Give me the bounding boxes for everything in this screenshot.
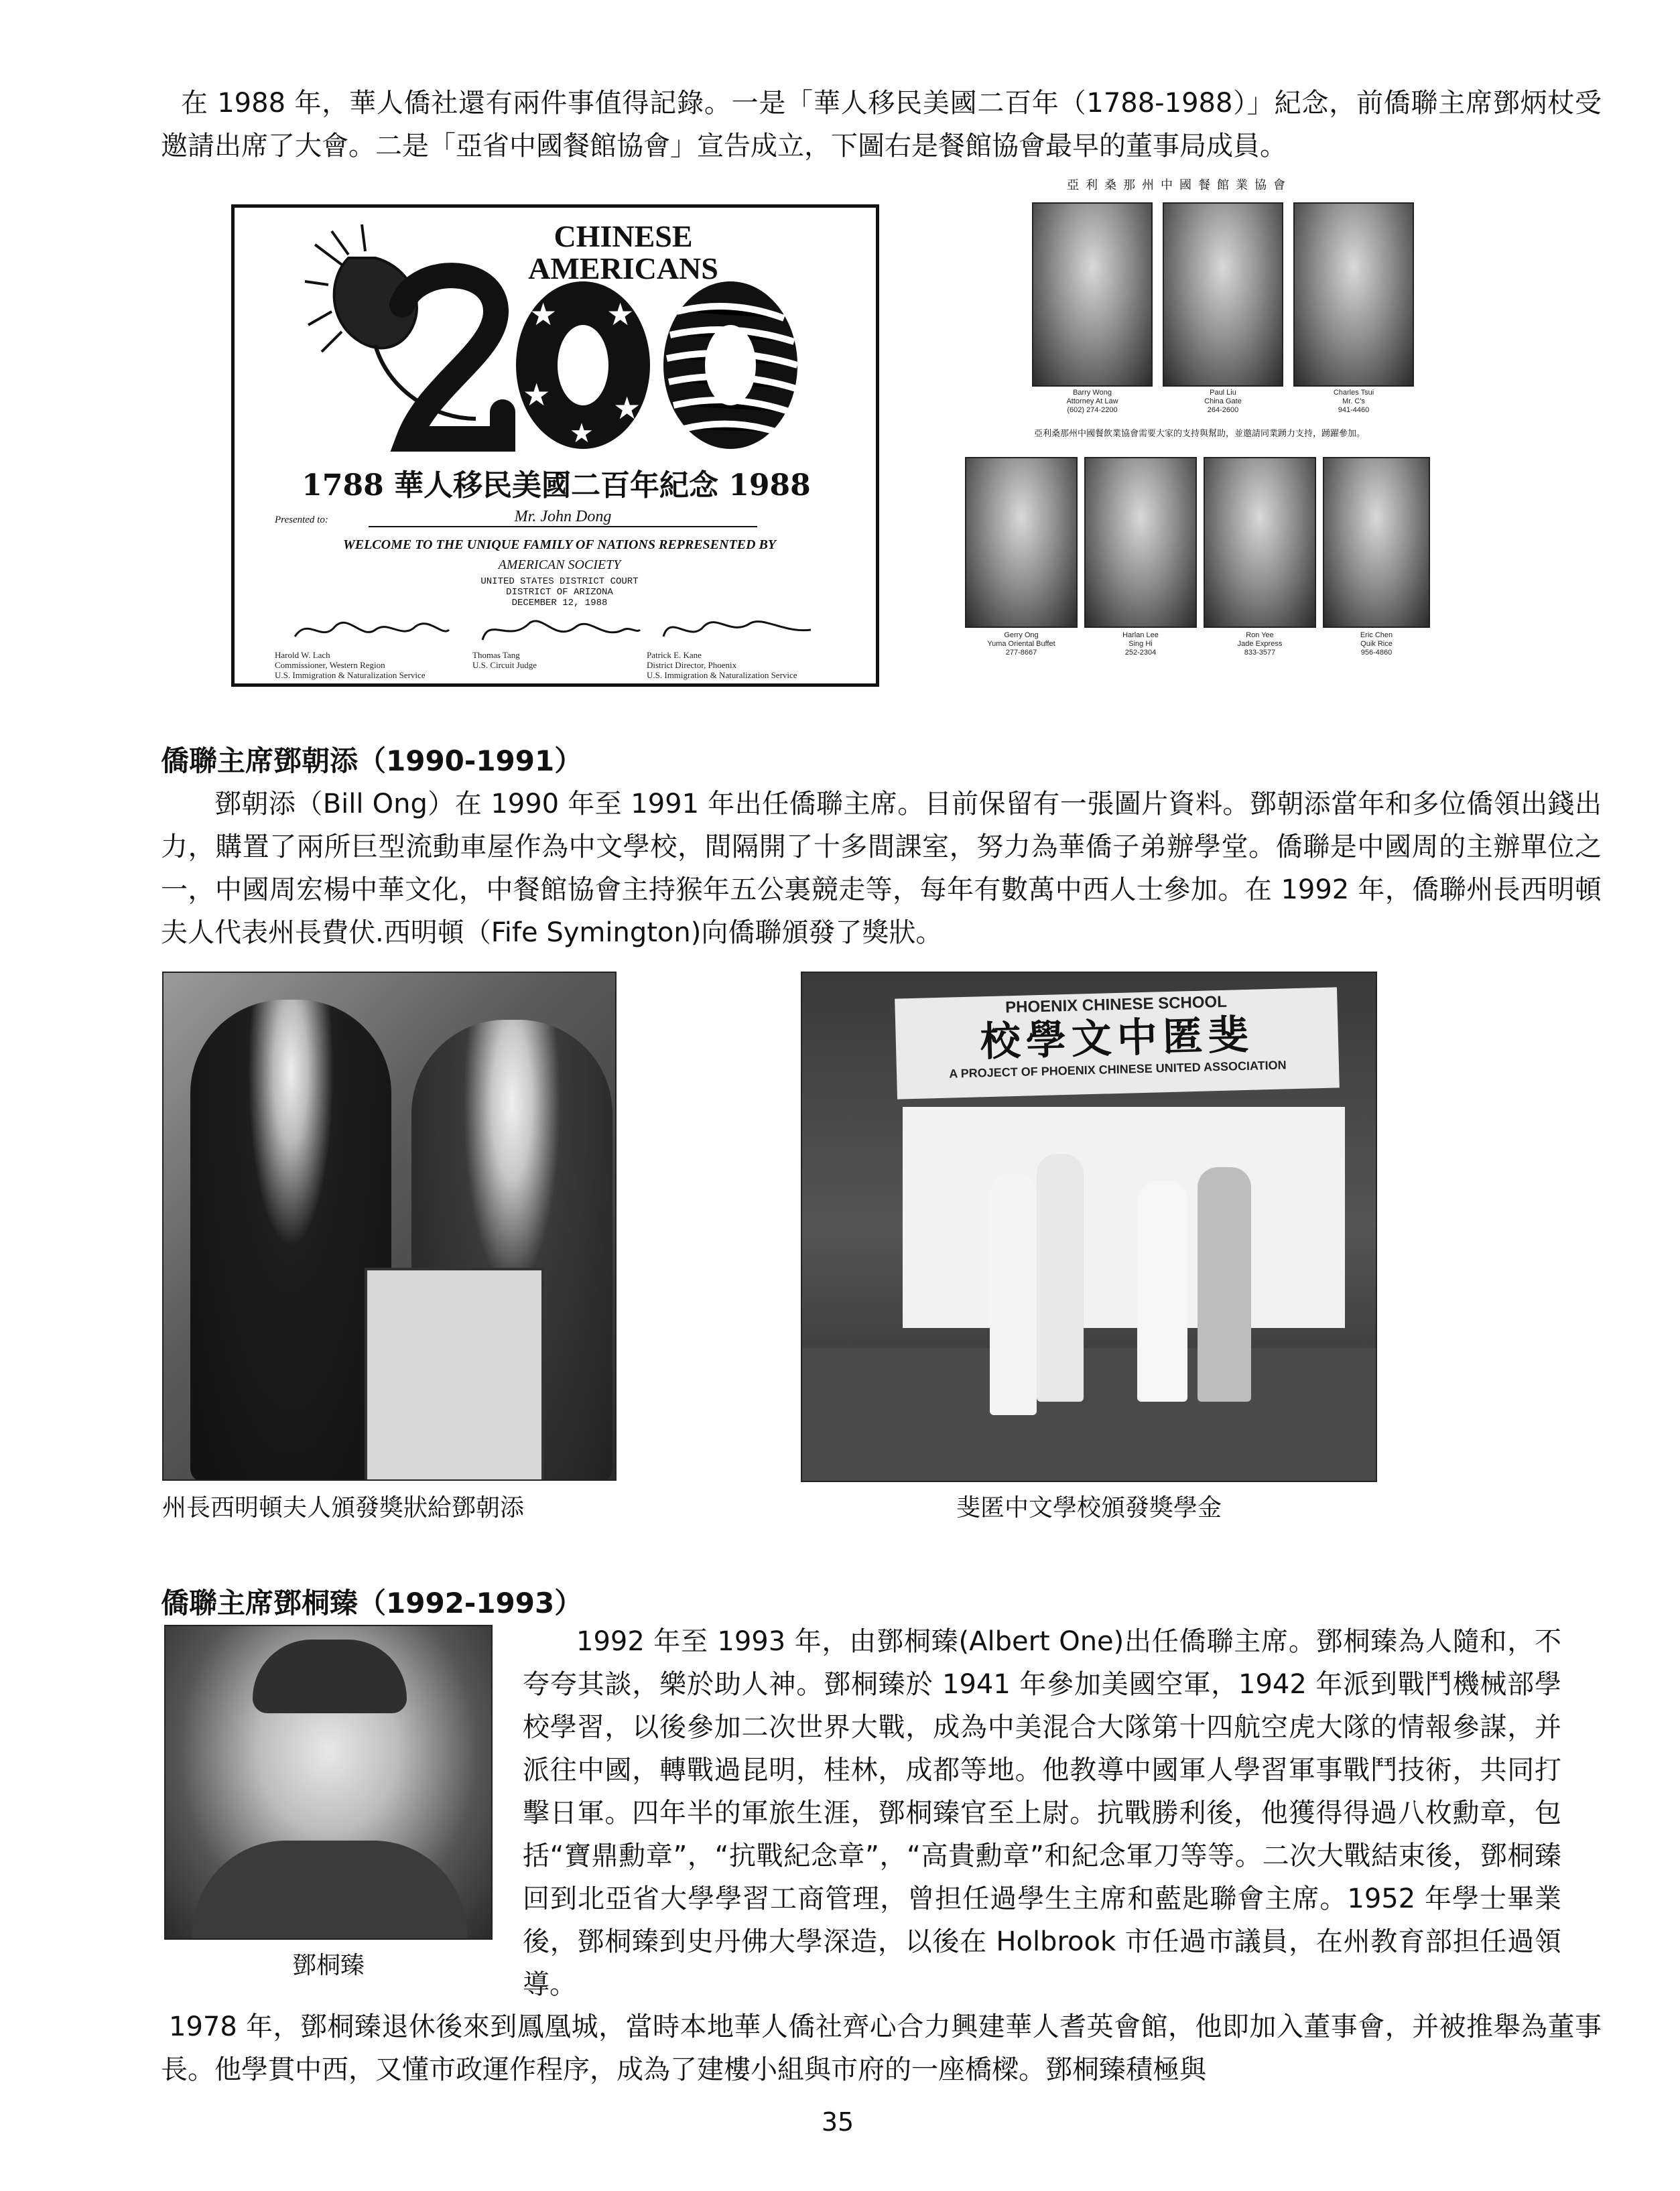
portrait-photo [965, 457, 1078, 628]
svg-text:★: ★ [529, 296, 558, 332]
presented-to-label: Presented to: [275, 515, 328, 525]
svg-text:★: ★ [613, 390, 641, 426]
signer-name: Patrick E. Kane [647, 650, 702, 660]
signer-1 [275, 650, 449, 680]
officer-uniform [192, 1841, 467, 1940]
svg-text:★: ★ [523, 377, 551, 413]
portrait-photo [1323, 457, 1430, 628]
signer-2 [472, 650, 620, 670]
board-member-caption [1084, 631, 1197, 657]
woman-figure [190, 1000, 391, 1481]
section2-paragraph-continued: 1978 年，鄧桐臻退休後來到鳳凰城，當時本地華人僑社齊心合力興建華人耆英會館，他即加入董事會，并被推舉為董事長。他學貫中西，又懂市政運作程序，成為了建樓小組與市府的一座橋樑。鄧桐臻積極與 [161, 2011, 1602, 2085]
section-heading-albert-one: 僑聯主席鄧桐臻（1992-1993） [161, 1587, 583, 1619]
member-phone: 956-4860 [1360, 649, 1393, 657]
cert-title-line2: AMERICANS [528, 251, 718, 285]
officer-cap [253, 1640, 407, 1713]
person-figure [990, 1174, 1037, 1415]
portrait-caption: 鄧桐臻 [292, 1952, 365, 1979]
page-number: 35 [821, 2107, 854, 2137]
person-figure [1137, 1181, 1187, 1402]
signatures-graphic [288, 610, 824, 650]
board-member-caption [965, 631, 1078, 657]
cert-society: AMERICAN SOCIETY [498, 557, 621, 572]
board-note: 亞利桑那州中國餐飲業協會需要大家的支持與幫助，並邀請同業踴力支持，踴躍參加。 [1033, 429, 1365, 439]
bicentennial-certificate [231, 204, 879, 687]
signer-3 [647, 650, 848, 680]
board-member-caption [1323, 631, 1430, 657]
board-member-caption [1032, 389, 1153, 415]
cert-subtitle: 1788 華人移民美國二百年紀念 1988 [302, 468, 811, 503]
signer-org: U.S. Immigration & Naturalization Service [275, 670, 426, 680]
member-name: Paul Liu [1210, 389, 1236, 397]
photo-right-caption: 斐匿中文學校頒發獎學金 [956, 1494, 1222, 1522]
signer-title: Commissioner, Western Region [275, 660, 385, 670]
member-name: Ron Yee [1246, 631, 1274, 639]
banner-line2: 校學文中匿斐 [979, 1011, 1254, 1066]
section1-paragraph: 鄧朝添（Bill Ong）在 1990 年至 1991 年出任僑聯主席。目前保留有一張圖片資料。鄧朝添當年和多位僑領出錢出力，購置了兩所巨型流動車屋作為中文學校，間隔開了十多間課室，努力為華僑子弟辦學堂。僑聯是中國周的主辦單位之一，中國周宏楊中華文化，中餐館協會主持猴年五公裏競走等，每年有數萬中西人士參加。在 1992 年，僑聯州長西明頓夫人代表州長費伏.西明頓（Fife Symington)向僑聯頒發了獎狀。 [161, 789, 1602, 948]
signer-name: Harold W. Lach [275, 650, 330, 660]
portrait-photo [1293, 202, 1414, 387]
cert-recipient: Mr. John Dong [369, 508, 757, 527]
cert-date: DECEMBER 12, 1988 [511, 598, 608, 608]
signer-name: Thomas Tang [472, 650, 520, 660]
military-portrait [164, 1625, 493, 1940]
person-figure [1198, 1167, 1251, 1402]
member-name: Gerry Ong [1004, 631, 1039, 639]
school-banner [895, 987, 1340, 1099]
signer-org: U.S. Immigration & Naturalization Service [647, 670, 797, 680]
member-name: Eric Chen [1360, 631, 1393, 639]
banner-line3: A PROJECT OF PHOENIX CHINESE UNITED ASSOCIATION [949, 1058, 1287, 1081]
cert-court-line2: DISTRICT OF ARIZONA [506, 587, 613, 598]
member-role: Yuma Oriental Buffet [987, 640, 1055, 648]
member-phone: 264-2600 [1207, 406, 1239, 414]
banner-line1: PHOENIX CHINESE SCHOOL [1005, 992, 1228, 1017]
school-photo [801, 972, 1377, 1482]
award-plaque [365, 1268, 544, 1481]
member-role: Mr. C's [1342, 397, 1365, 405]
portrait-photo [1204, 457, 1316, 628]
projection-screen [903, 1107, 1345, 1328]
member-phone: 833-3577 [1244, 649, 1276, 657]
portrait-photo [1032, 202, 1153, 387]
member-phone: 941-4460 [1338, 406, 1370, 414]
signer-title: U.S. Circuit Judge [472, 660, 537, 670]
photo-left-caption: 州長西明頓夫人頒發獎狀給鄧朝添 [162, 1494, 525, 1522]
member-role: Quik Rice [1360, 640, 1393, 648]
cert-welcome: WELCOME TO THE UNIQUE FAMILY OF NATIONS REPRESENTED BY [342, 537, 777, 552]
award-photo [162, 972, 617, 1481]
portrait-photo [1084, 457, 1197, 628]
member-phone: 252-2304 [1124, 649, 1157, 657]
signer-title: District Director, Phoenix [647, 660, 737, 670]
member-role: Attorney At Law [1066, 397, 1118, 405]
member-name: Charles Tsui [1333, 389, 1374, 397]
section2-paragraph: 1992 年至 1993 年，由鄧桐臻(Albert One)出任僑聯主席。鄧桐臻為人隨和，不夸夸其談，樂於助人神。鄧桐臻於 1941 年參加美國空軍，1942 年派到戰鬥機械部學校學習，以後參加二次世界大戰，成為中美混合大隊第十四航空虎大隊的情報參謀，并派往中國，轉戰過昆明，桂林，成都等地。他教導中國軍人學習軍事戰鬥技術，共同打擊日軍。四年半的軍旅生涯，鄧桐臻官至上尉。抗戰勝利後，他獲得得過八枚勳章，包括“寶鼎勳章”，“抗戰紀念章”，“高貴勳章”和紀念軍刀等等。二次大戰結束後，鄧桐臻回到北亞省大學學習工商管理，曾担任過學生主席和藍匙聯會主席。1952 年學士畢業後，鄧桐臻到史丹佛大學深造，以後在 Holbrook 市任過市議員，在州教育部担任過領導。 [523, 1626, 1561, 2000]
stage-floor [802, 1348, 1377, 1482]
member-role: Sing Hi [1128, 640, 1153, 648]
intro-paragraph: 在 1988 年，華人僑社還有兩件事值得記錄。一是「華人移民美國二百年（1788-1988）」紀念，前僑聯主席鄧炳杖受邀請出席了大會。二是「亞省中國餐館協會」宣告成立，下圖右是餐館協會最早的董事局成員。 [161, 88, 1602, 161]
board-member-caption [1204, 631, 1316, 657]
member-role: Jade Express [1237, 640, 1283, 648]
member-name: Harlan Lee [1122, 631, 1159, 639]
person-figure [1037, 1154, 1084, 1402]
member-role: China Gate [1204, 397, 1242, 405]
member-phone: 277-8667 [1005, 649, 1037, 657]
cert-court-line1: UNITED STATES DISTRICT COURT [480, 576, 639, 587]
restaurant-board-figure [952, 176, 1434, 698]
svg-text:★: ★ [606, 296, 635, 332]
cert-title-line1: CHINESE [554, 219, 693, 253]
svg-text:★: ★ [570, 418, 594, 449]
board-member-caption [1293, 389, 1414, 415]
portrait-photo [1163, 202, 1283, 387]
board-header: 亞利桑那州中國餐館業協會 [1067, 178, 1292, 192]
section-heading-bill-ong: 僑聯主席鄧朝添（1990-1991） [161, 744, 583, 777]
board-member-caption [1163, 389, 1283, 415]
member-name: Barry Wong [1073, 389, 1112, 397]
member-phone: (602) 274-2200 [1067, 406, 1118, 414]
